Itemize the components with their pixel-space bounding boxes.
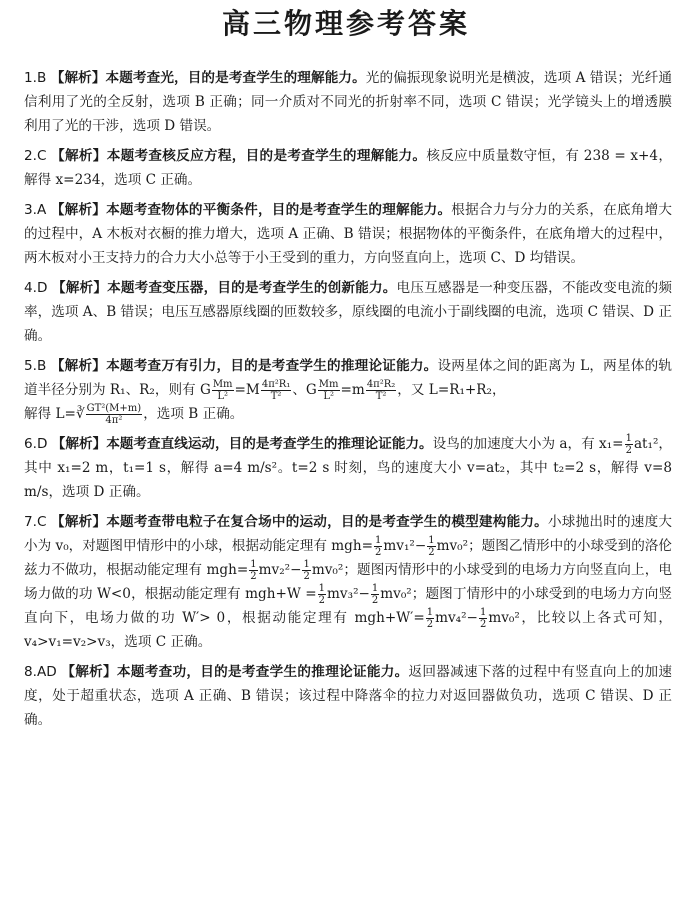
question-number: 7. <box>24 514 37 530</box>
answer-choice: D <box>36 280 48 296</box>
analysis-heading: 【解析】本题考查变压器，目的是考查学生的创新能力。 <box>51 280 397 296</box>
question-number: 8. <box>24 664 37 680</box>
question-number: 5. <box>24 358 37 374</box>
analysis-text: 设两星体之间的距离为 L，两星体的轨道半径分别为 R₁、R₂，则有 G <box>24 358 672 398</box>
question-number: 3. <box>24 202 37 218</box>
answer-4 <box>24 276 672 348</box>
analysis-text: 小球抛出时的速度大小为 v₀，对题图甲情形中的小球，根据动能定理有 mgh= <box>24 514 673 554</box>
analysis-heading: 【解析】本题考查带电粒子在复合场中的运动，目的是考查学生的模型建构能力。 <box>51 514 548 530</box>
answer-list <box>24 66 672 732</box>
fraction: $\frac{1}{2}$ <box>318 583 326 606</box>
fraction: $\frac{\text{4π²R₂}}{\text{T²}}$ <box>366 379 396 402</box>
fraction: $\frac{Mm}{\text{L²}}$ <box>212 379 233 402</box>
analysis-text: 设鸟的加速度大小为 a，有 x₁= <box>432 436 624 452</box>
answer-choice: D <box>36 436 48 452</box>
fraction: $\frac{1}{2}$ <box>625 433 632 456</box>
fraction: $\frac{1}{2}$ <box>303 559 310 582</box>
analysis-heading: 【解析】本题考查万有引力，目的是考查学生的推理论证能力。 <box>50 358 438 374</box>
analysis-heading: 【解析】本题考查物体的平衡条件，目的是考查学生的理解能力。 <box>50 202 452 218</box>
answer-8 <box>24 660 672 732</box>
answer-3 <box>24 198 672 270</box>
analysis-text: 光的偏振现象说明光是横波，选项 A 错误；光纤通信利用了光的全反射，选项 B 正确；同一介质对不同光的折射率不同，选项 C 错误；光学镜头上的增透膜利用了光的干涉，选项 D 错误。 <box>24 70 673 134</box>
answer-choice: AD <box>36 664 57 680</box>
fraction: $\frac{1}{2}$ <box>375 535 382 558</box>
analysis-heading: 【解析】本题考查光，目的是考查学生的理解能力。 <box>50 70 366 86</box>
fraction: $\frac{1}{2}$ <box>371 583 379 606</box>
answer-7: 7.C 【解析】本题考查带电粒子在复合场中的运动，目的是考查学生的模型建构能力。小球抛出时的速度大小为 v₀，对题图甲情形中的小球，根据动能定理有 mgh= $\frac{1}{2}$ mv₁²− $\frac{1}{2}$ mv₀²；题图乙情形中的小球受到的洛伦兹力不做功，根据动能定理有 mgh= $\frac{1}{2}$ mv₂²− $\frac{1}{2}$ mv₀²；题图丙情形中的小球受到的电场力方向竖直向上，电场力做的功 W<0，根据动能定理有 mgh+W = $\frac{1}{2}$ mv₃²− $\frac{1}{2}$ mv₀²；题图丁情形中的小球受到的电场力方向竖直向下，电场力做的功 W′> 0，根据动能定理有 mgh+W′= $\frac{1}{2}$ mv₄²− $\frac{1}{2}$ mv₀²，比较以上各式可知，v₄>v₁=v₂>v₃，选项 C 正确。 <box>24 514 673 650</box>
fraction: $\frac{\text{4π²R₁}}{\text{T²}}$ <box>261 379 291 402</box>
fraction: $\frac{Mm}{\text{L²}}$ <box>318 379 339 402</box>
answer-1 <box>24 66 672 138</box>
analysis-text: 返回器减速下落的过程中有竖直向上的加速度，处于超重状态，选项 A 正确、B 错误；该过程中降落伞的拉力对返回器做负功，选项 C 错误、D 正确。 <box>24 664 673 728</box>
analysis-heading: 【解析】本题考查直线运动，目的是考查学生的推理论证能力。 <box>51 436 433 452</box>
answer-choice: B <box>36 70 47 86</box>
question-number: 1. <box>24 70 37 86</box>
fraction: $\frac{1}{2}$ <box>250 559 257 582</box>
analysis-heading: 【解析】本题考查功，目的是考查学生的推理论证能力。 <box>61 664 409 680</box>
cube-root-sign: ∛ <box>75 406 85 422</box>
fraction: $\frac{1}{2}$ <box>479 607 487 630</box>
question-number: 2. <box>24 148 37 164</box>
question-number: 4. <box>24 280 37 296</box>
answer-5: 5.B 【解析】本题考查万有引力，目的是考查学生的推理论证能力。设两星体之间的距离为 L，两星体的轨道半径分别为 R₁、R₂，则有 G $\frac{Mm}{\text{L²}}$ =M $\frac{\text{4π²R₁}}{\text{T²}}$ 、G $\frac{Mm}{\text{L²}}$ =m $\frac{\text{4π²R₂}}{\text{T²}}$ ，又 L=R₁+R₂， 解得 L=∛ $\frac{\text{GT²(M+m)}}{\text{4π²}}$ ，选项 B 正确。 <box>24 358 672 426</box>
fraction: $\frac{1}{2}$ <box>426 607 434 630</box>
analysis-text: 核反应中质量数守恒，有 238 = x+4，解得 x=234，选项 C 正确。 <box>24 148 672 188</box>
answer-2 <box>24 144 672 192</box>
analysis-heading: 【解析】本题考查核反应方程，目的是考查学生的理解能力。 <box>51 148 427 164</box>
fraction: $\frac{1}{2}$ <box>428 535 435 558</box>
answer-choice: C <box>36 514 47 530</box>
answer-choice: B <box>36 358 47 374</box>
answer-choice: A <box>36 202 47 218</box>
answer-6: 6.D 【解析】本题考查直线运动，目的是考查学生的推理论证能力。设鸟的加速度大小为 a，有 x₁= $\frac{1}{2}$ at₁²，其中 x₁=2 m，t₁=1 s，解得 a=4 m/s²。t=2 s 时刻，鸟的速度大小 v=at₂，其中 t₂=2 s，解得 v=8 m/s，选项 D 正确。 <box>24 433 673 500</box>
fraction: $\frac{\text{GT²(M+m)}}{\text{4π²}}$ <box>86 403 142 426</box>
question-number: 6. <box>24 436 37 452</box>
page-title: 高三物理参考答案 <box>221 7 470 40</box>
analysis-text: 电压互感器是一种变压器，不能改变电流的频率，选项 A、B 错误；电压互感器原线圈的匝数较多，原线圈的电流小于副线圈的电流，选项 C 错误、D 正确。 <box>24 280 673 344</box>
analysis-text: 根据合力与分力的关系，在底角增大的过程中，A 木板对衣橱的推力增大，选项 A 正确、B 错误；根据物体的平衡条件，在底角增大的过程中，两木板对小王支持力的合力大小总等于小王受到的重力，方向竖直向上，选项 C、D 均错误。 <box>24 202 673 266</box>
answer-choice: C <box>36 148 47 164</box>
